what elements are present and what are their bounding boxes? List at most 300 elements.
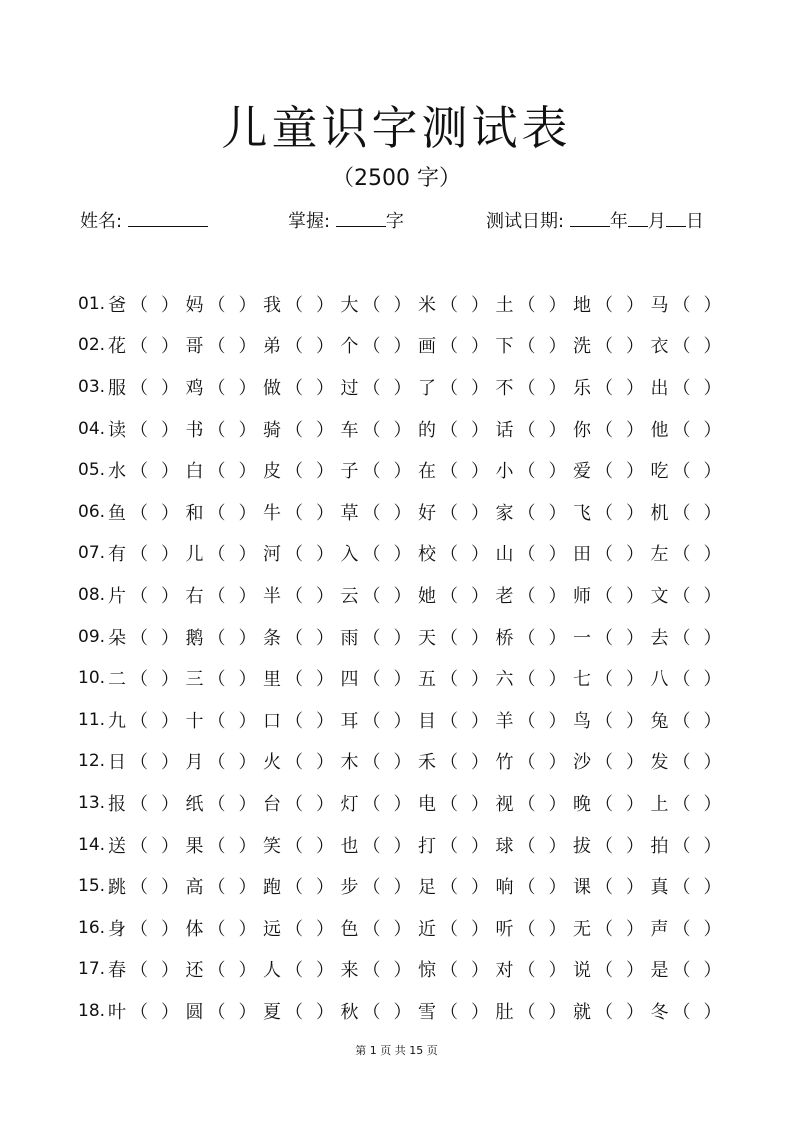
character-cell [108,499,186,525]
character: 雨 [340,627,359,649]
answer-parentheses[interactable]: （ ） [517,419,567,441]
answer-parentheses[interactable]: （ ） [672,377,722,399]
answer-parentheses[interactable]: （ ） [130,419,179,441]
answer-parentheses[interactable]: （ ） [130,502,179,524]
answer-parentheses[interactable]: （ ） [285,544,334,566]
answer-parentheses[interactable]: （ ） [130,627,179,649]
answer-parentheses[interactable]: （ ） [595,710,644,732]
answer-parentheses[interactable]: （ ） [672,710,722,732]
character: 洗 [573,336,591,358]
year-blank[interactable] [570,208,610,227]
character-cell [341,291,419,317]
mastery-blank[interactable] [336,208,386,227]
character: 弟 [263,336,281,358]
answer-parentheses[interactable]: （ ） [130,669,179,691]
character-cell [496,457,574,483]
answer-parentheses[interactable]: （ ） [362,669,412,691]
answer-parentheses[interactable]: （ ） [672,752,722,774]
answer-parentheses[interactable]: （ ） [517,377,567,399]
answer-parentheses[interactable]: （ ） [207,336,257,358]
character: 跑 [263,877,281,899]
answer-parentheses[interactable]: （ ） [440,835,489,857]
answer-parentheses[interactable]: （ ） [440,461,489,483]
answer-parentheses[interactable]: （ ） [362,627,412,649]
character: 爸 [108,294,126,316]
character-cell [573,582,651,608]
character-cell [341,457,419,483]
character-cell [418,832,496,858]
character-cell [108,540,186,566]
answer-parentheses[interactable]: （ ） [285,377,334,399]
answer-parentheses[interactable]: （ ） [362,294,412,316]
character-cell [573,291,651,317]
answer-parentheses[interactable]: （ ） [362,710,412,732]
answer-parentheses[interactable]: （ ） [440,1001,489,1023]
answer-parentheses[interactable]: （ ） [517,294,567,316]
answer-parentheses[interactable]: （ ） [672,544,722,566]
answer-parentheses[interactable]: （ ） [440,669,489,691]
character-cell [651,416,729,442]
mastery-label: 掌握: [288,211,331,232]
answer-parentheses[interactable]: （ ） [440,752,489,774]
answer-parentheses[interactable]: （ ） [440,918,489,940]
answer-parentheses[interactable]: （ ） [595,544,644,566]
answer-parentheses[interactable]: （ ） [672,294,722,316]
character: 兔 [650,710,669,732]
character-cell [651,998,729,1024]
character-cell [496,291,574,317]
answer-parentheses[interactable]: （ ） [517,710,567,732]
answer-parentheses[interactable]: （ ） [130,377,179,399]
answer-parentheses[interactable]: （ ） [362,1001,412,1023]
answer-parentheses[interactable]: （ ） [362,544,412,566]
table-row [78,325,728,367]
character-cell [186,374,264,400]
answer-parentheses[interactable]: （ ） [595,294,644,316]
answer-parentheses[interactable]: （ ） [207,669,257,691]
answer-parentheses[interactable]: （ ） [130,294,179,316]
character-cell [263,998,341,1024]
answer-parentheses[interactable]: （ ） [362,502,412,524]
character-cell [496,582,574,608]
name-label: 姓名: [80,211,123,232]
answer-parentheses[interactable]: （ ） [207,294,257,316]
character-cell [108,832,186,858]
character-cell [341,624,419,650]
character: 也 [340,835,359,857]
character: 就 [573,1001,591,1023]
answer-parentheses[interactable]: （ ） [285,669,334,691]
row-number: 07 . [78,543,108,563]
answer-parentheses[interactable]: （ ） [595,752,644,774]
character-cell [418,956,496,982]
answer-parentheses[interactable]: （ ） [207,419,257,441]
answer-parentheses[interactable]: （ ） [207,752,257,774]
character-cell [418,540,496,566]
character: 人 [263,960,281,982]
character: 土 [495,294,514,316]
answer-parentheses[interactable]: （ ） [362,877,412,899]
character: 乐 [573,377,591,399]
answer-parentheses[interactable]: （ ） [362,793,412,815]
answer-parentheses[interactable]: （ ） [517,585,567,607]
character-cell [341,582,419,608]
answer-parentheses[interactable]: （ ） [517,793,567,815]
answer-parentheses[interactable]: （ ） [595,585,644,607]
row-number: 02 . [78,335,108,355]
character: 来 [340,960,359,982]
character-cell [186,540,264,566]
answer-parentheses[interactable]: （ ） [285,294,334,316]
answer-parentheses[interactable]: （ ） [672,461,722,483]
mastery-field [288,208,404,235]
answer-parentheses[interactable]: （ ） [285,918,334,940]
character-cell [418,499,496,525]
character-cell [263,790,341,816]
character: 画 [418,336,436,358]
character-cell [108,582,186,608]
answer-parentheses[interactable]: （ ） [595,669,644,691]
answer-parentheses[interactable]: （ ） [285,793,334,815]
character: 五 [418,669,436,691]
character: 花 [108,336,126,358]
character-cell [573,790,651,816]
answer-parentheses[interactable]: （ ） [130,918,179,940]
answer-parentheses[interactable]: （ ） [285,336,334,358]
answer-parentheses[interactable]: （ ） [285,835,334,857]
character-cell [496,624,574,650]
answer-parentheses[interactable]: （ ） [207,544,257,566]
character: 目 [418,710,436,732]
answer-parentheses[interactable]: （ ） [130,793,179,815]
answer-parentheses[interactable]: （ ） [130,877,179,899]
answer-parentheses[interactable]: （ ） [362,835,412,857]
character: 儿 [185,544,204,566]
answer-parentheses[interactable]: （ ） [672,419,722,441]
answer-parentheses[interactable]: （ ） [362,377,412,399]
character-cell [341,707,419,733]
answer-parentheses[interactable]: （ ） [285,960,334,982]
answer-parentheses[interactable]: （ ） [595,960,644,982]
answer-parentheses[interactable]: （ ） [285,1001,334,1023]
character: 过 [340,377,359,399]
character: 灯 [340,793,359,815]
answer-parentheses[interactable]: （ ） [595,835,644,857]
character-cell [573,873,651,899]
answer-parentheses[interactable]: （ ） [130,1001,179,1023]
answer-parentheses[interactable]: （ ） [207,793,257,815]
character-cell [263,582,341,608]
answer-parentheses[interactable]: （ ） [517,835,567,857]
character-cell [496,873,574,899]
answer-parentheses[interactable]: （ ） [440,960,489,982]
character-cell [186,873,264,899]
answer-parentheses[interactable]: （ ） [207,960,257,982]
mastery-unit: 字 [385,211,404,232]
character-cell [651,748,729,774]
answer-parentheses[interactable]: （ ） [595,502,644,524]
character: 近 [418,918,436,940]
answer-parentheses[interactable]: （ ） [130,710,179,732]
answer-parentheses[interactable]: （ ） [440,502,489,524]
character: 冬 [650,1001,669,1023]
answer-parentheses[interactable]: （ ） [517,752,567,774]
answer-parentheses[interactable]: （ ） [595,1001,644,1023]
character-cell [418,582,496,608]
answer-parentheses[interactable]: （ ） [207,627,257,649]
day-blank[interactable] [666,208,686,227]
answer-parentheses[interactable]: （ ） [517,627,567,649]
character: 大 [340,294,359,316]
character-cell [651,332,729,358]
character-cell [496,374,574,400]
answer-parentheses[interactable]: （ ） [595,793,644,815]
row-number: 11 . [78,710,108,730]
character-cell [496,956,574,982]
character: 九 [108,710,126,732]
character: 在 [418,461,436,483]
table-row [78,366,728,408]
character-cell [573,416,651,442]
character: 羊 [495,710,514,732]
footer-page-current: 1 [369,1044,377,1057]
character: 台 [263,793,281,815]
answer-parentheses[interactable]: （ ） [595,377,644,399]
answer-parentheses[interactable]: （ ） [440,585,489,607]
answer-parentheses[interactable]: （ ） [517,960,567,982]
answer-parentheses[interactable]: （ ） [517,502,567,524]
answer-parentheses[interactable]: （ ） [207,835,257,857]
character-cell [651,499,729,525]
answer-parentheses[interactable]: （ ） [672,835,722,857]
character-cell [651,915,729,941]
year-label: 年 [609,211,628,232]
character: 跳 [108,877,126,899]
answer-parentheses[interactable]: （ ） [207,502,257,524]
character-cell [573,748,651,774]
character: 纸 [185,793,204,815]
answer-parentheses[interactable]: （ ） [285,419,334,441]
character-cell [186,416,264,442]
character: 老 [495,585,514,607]
answer-parentheses[interactable]: （ ） [440,294,489,316]
character: 右 [185,585,204,607]
answer-parentheses[interactable]: （ ） [440,627,489,649]
answer-parentheses[interactable]: （ ） [517,461,567,483]
month-blank[interactable] [628,208,648,227]
answer-parentheses[interactable]: （ ） [595,627,644,649]
character-cell [263,873,341,899]
answer-parentheses[interactable]: （ ） [672,793,722,815]
character-cell [418,915,496,941]
character-cell [186,499,264,525]
answer-parentheses[interactable]: （ ） [517,669,567,691]
character-cell [651,707,729,733]
character: 木 [340,752,359,774]
character: 爱 [573,461,591,483]
answer-parentheses[interactable]: （ ） [517,336,567,358]
character-cell [496,748,574,774]
answer-parentheses[interactable]: （ ） [207,918,257,940]
character-cell [496,499,574,525]
answer-parentheses[interactable]: （ ） [285,877,334,899]
answer-parentheses[interactable]: （ ） [362,918,412,940]
character: 米 [418,294,436,316]
character: 里 [263,669,281,691]
character: 打 [418,835,436,857]
answer-parentheses[interactable]: （ ） [672,502,722,524]
footer-total-word: 共 [394,1044,406,1057]
character: 车 [340,419,359,441]
answer-parentheses[interactable]: （ ） [130,960,179,982]
table-row [78,408,728,450]
row-number: 01 . [78,294,108,314]
character-cell [651,582,729,608]
character: 师 [573,585,591,607]
answer-parentheses[interactable]: （ ） [672,669,722,691]
answer-parentheses[interactable]: （ ） [672,960,722,982]
answer-parentheses[interactable]: （ ） [207,710,257,732]
answer-parentheses[interactable]: （ ） [207,377,257,399]
character: 发 [650,752,669,774]
character: 叶 [108,1001,126,1023]
answer-parentheses[interactable]: （ ） [672,585,722,607]
footer-total-unit: 页 [426,1044,438,1057]
character: 六 [495,669,514,691]
table-row [78,865,728,907]
character: 小 [495,461,514,483]
character: 吃 [650,461,669,483]
answer-parentheses[interactable]: （ ） [285,710,334,732]
character: 晚 [573,793,591,815]
table-row [78,283,728,325]
answer-parentheses[interactable]: （ ） [130,752,179,774]
character-cell [263,291,341,317]
answer-parentheses[interactable]: （ ） [595,918,644,940]
character: 天 [418,627,436,649]
answer-parentheses[interactable]: （ ） [362,336,412,358]
character: 拍 [650,835,669,857]
character: 耳 [340,710,359,732]
character: 对 [495,960,514,982]
answer-parentheses[interactable]: （ ） [362,960,412,982]
character: 身 [108,918,126,940]
answer-parentheses[interactable]: （ ） [362,752,412,774]
character: 家 [495,502,514,524]
character: 远 [263,918,281,940]
date-field [486,208,704,235]
answer-parentheses[interactable]: （ ） [672,336,722,358]
character: 禾 [418,752,436,774]
character-cell [496,332,574,358]
character-cell [341,665,419,691]
character-cell [108,998,186,1024]
character: 衣 [650,336,669,358]
answer-parentheses[interactable]: （ ） [207,585,257,607]
answer-parentheses[interactable]: （ ） [672,1001,722,1023]
character: 我 [263,294,281,316]
answer-parentheses[interactable]: （ ） [517,1001,567,1023]
character-cell [186,582,264,608]
answer-parentheses[interactable]: （ ） [440,793,489,815]
character-cell [186,998,264,1024]
table-row [78,782,728,824]
character-cell [573,457,651,483]
answer-parentheses[interactable]: （ ） [130,544,179,566]
row-number: 13 . [78,793,108,813]
character-cell [418,332,496,358]
row-number: 18 . [78,1001,108,1021]
answer-parentheses[interactable]: （ ） [130,336,179,358]
character: 白 [185,461,204,483]
answer-parentheses[interactable]: （ ） [517,918,567,940]
answer-parentheses[interactable]: （ ） [440,336,489,358]
answer-parentheses[interactable]: （ ） [595,877,644,899]
answer-parentheses[interactable]: （ ） [672,627,722,649]
character-cell [263,748,341,774]
character: 妈 [185,294,204,316]
answer-parentheses[interactable]: （ ） [595,419,644,441]
answer-parentheses[interactable]: （ ） [440,544,489,566]
character-cell [496,540,574,566]
character-cell [418,748,496,774]
character-cell [573,998,651,1024]
character-cell [263,665,341,691]
answer-parentheses[interactable]: （ ） [440,877,489,899]
character-cell [418,998,496,1024]
answer-parentheses[interactable]: （ ） [207,1001,257,1023]
answer-parentheses[interactable]: （ ） [595,336,644,358]
character: 山 [495,544,514,566]
character: 拔 [573,835,591,857]
character: 惊 [418,960,436,982]
answer-parentheses[interactable]: （ ） [285,461,334,483]
answer-parentheses[interactable]: （ ） [595,461,644,483]
character: 七 [573,669,591,691]
character-cell [341,832,419,858]
answer-parentheses[interactable]: （ ） [672,877,722,899]
answer-parentheses[interactable]: （ ） [362,461,412,483]
answer-parentheses[interactable]: （ ） [207,461,257,483]
answer-parentheses[interactable]: （ ） [130,835,179,857]
answer-parentheses[interactable]: （ ） [517,544,567,566]
answer-parentheses[interactable]: （ ） [440,710,489,732]
answer-parentheses[interactable]: （ ） [285,752,334,774]
character-cell [573,499,651,525]
answer-parentheses[interactable]: （ ） [672,918,722,940]
character: 高 [185,877,204,899]
answer-parentheses[interactable]: （ ） [285,627,334,649]
answer-parentheses[interactable]: （ ） [362,585,412,607]
answer-parentheses[interactable]: （ ） [285,585,334,607]
answer-parentheses[interactable]: （ ） [130,461,179,483]
answer-parentheses[interactable]: （ ） [440,419,489,441]
character: 声 [650,918,669,940]
answer-parentheses[interactable]: （ ） [440,377,489,399]
answer-parentheses[interactable]: （ ） [285,502,334,524]
character-cell [418,790,496,816]
character: 你 [573,419,591,441]
character-cell [651,832,729,858]
character-cell [108,374,186,400]
answer-parentheses[interactable]: （ ） [207,877,257,899]
answer-parentheses[interactable]: （ ） [130,585,179,607]
character: 秋 [340,1001,359,1023]
answer-parentheses[interactable]: （ ） [517,877,567,899]
character-cell [496,665,574,691]
name-blank[interactable] [128,208,208,227]
answer-parentheses[interactable]: （ ） [362,419,412,441]
